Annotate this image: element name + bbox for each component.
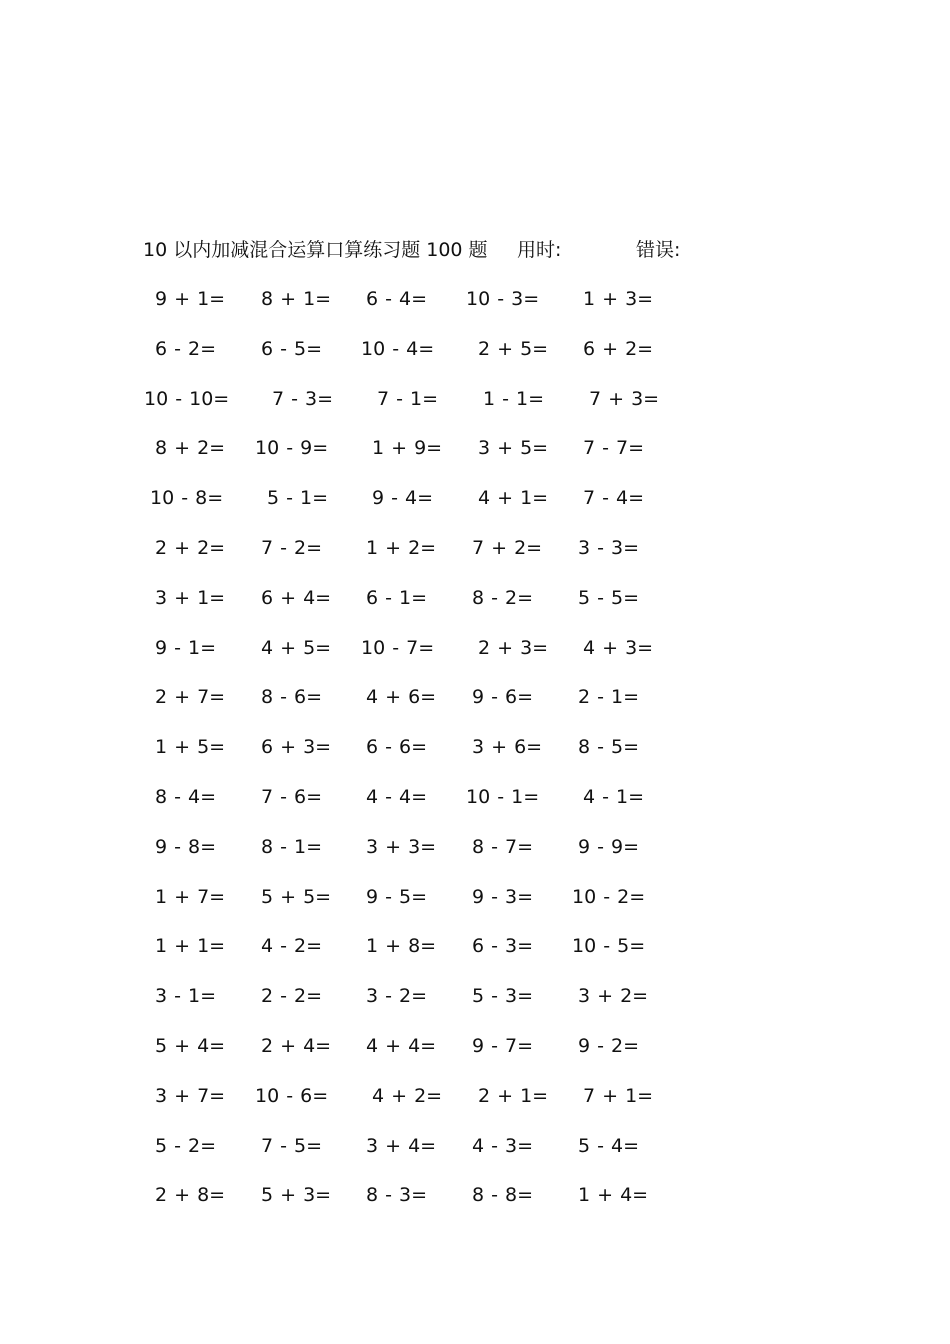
problem-item: 9 - 1= bbox=[155, 636, 217, 659]
problem-item: 9 - 4= bbox=[372, 487, 434, 510]
problem-item: 2 + 1= bbox=[478, 1084, 549, 1107]
problem-item: 4 - 1= bbox=[583, 786, 645, 808]
problem-item: 8 - 6= bbox=[261, 686, 323, 709]
problem-item: 10 - 2= bbox=[572, 885, 646, 908]
problem-item: 10 - 5= bbox=[572, 935, 646, 958]
problem-item: 1 + 8= bbox=[366, 935, 437, 958]
problem-row bbox=[0, 433, 950, 463]
problem-item: 9 - 8= bbox=[155, 835, 217, 858]
problem-item: 8 - 1= bbox=[261, 835, 323, 858]
problem-item: 2 + 5= bbox=[478, 337, 549, 360]
problem-item: 8 - 2= bbox=[472, 586, 534, 609]
problem-item: 2 + 4= bbox=[261, 1035, 332, 1057]
problem-row bbox=[0, 334, 950, 364]
problem-item: 3 + 6= bbox=[472, 736, 543, 759]
problem-item: 4 + 5= bbox=[261, 636, 332, 659]
problem-item: 8 + 1= bbox=[261, 288, 332, 310]
problem-item: 2 + 7= bbox=[155, 686, 226, 709]
problem-item: 3 + 7= bbox=[155, 1084, 226, 1107]
problem-item: 5 - 1= bbox=[267, 487, 329, 510]
problem-item: 10 - 8= bbox=[150, 487, 224, 510]
problem-item: 8 - 4= bbox=[155, 786, 217, 808]
problem-item: 9 - 7= bbox=[472, 1035, 534, 1057]
problem-item: 1 + 2= bbox=[366, 537, 437, 559]
problem-item: 3 + 1= bbox=[155, 586, 226, 609]
problem-item: 10 - 3= bbox=[466, 288, 540, 310]
problem-item: 4 + 2= bbox=[372, 1084, 443, 1107]
problem-item: 10 - 7= bbox=[361, 636, 435, 659]
problem-item: 7 + 2= bbox=[472, 537, 543, 559]
problem-item: 2 - 1= bbox=[578, 686, 640, 709]
problem-item: 2 + 8= bbox=[155, 1184, 226, 1207]
problem-item: 8 - 7= bbox=[472, 835, 534, 858]
problem-item: 3 - 3= bbox=[578, 537, 640, 559]
worksheet-title: 10 以内加减混合运算口算练习题 100 题 bbox=[143, 239, 488, 261]
problem-item: 9 - 6= bbox=[472, 686, 534, 709]
problem-row bbox=[0, 633, 950, 663]
problem-row bbox=[0, 682, 950, 712]
problem-item: 4 - 2= bbox=[261, 935, 323, 958]
problem-item: 1 + 4= bbox=[578, 1184, 649, 1207]
problem-item: 10 - 1= bbox=[466, 786, 540, 808]
problem-item: 9 - 5= bbox=[366, 885, 428, 908]
problem-item: 6 + 4= bbox=[261, 586, 332, 609]
problem-item: 7 - 4= bbox=[583, 487, 645, 510]
problem-item: 1 - 1= bbox=[483, 387, 545, 410]
time-used-label: 用时: bbox=[517, 239, 562, 261]
problem-item: 6 - 5= bbox=[261, 337, 323, 360]
problem-item: 9 - 2= bbox=[578, 1035, 640, 1057]
problem-item: 3 - 1= bbox=[155, 985, 217, 1008]
problem-item: 5 + 5= bbox=[261, 885, 332, 908]
problem-item: 6 - 4= bbox=[366, 288, 428, 310]
problem-item: 6 - 1= bbox=[366, 586, 428, 609]
problem-row bbox=[0, 533, 950, 563]
problem-item: 5 + 4= bbox=[155, 1035, 226, 1057]
problem-row bbox=[0, 931, 950, 961]
problem-row bbox=[0, 1031, 950, 1061]
problem-item: 5 + 3= bbox=[261, 1184, 332, 1207]
problem-item: 6 - 3= bbox=[472, 935, 534, 958]
problem-item: 7 + 1= bbox=[583, 1084, 654, 1107]
problem-row bbox=[0, 882, 950, 912]
problem-item: 4 + 6= bbox=[366, 686, 437, 709]
problem-row bbox=[0, 782, 950, 812]
problem-item: 7 - 1= bbox=[377, 387, 439, 410]
problem-item: 4 + 4= bbox=[366, 1035, 437, 1057]
errors-label: 错误: bbox=[636, 239, 681, 261]
problem-item: 3 + 3= bbox=[366, 835, 437, 858]
problem-item: 7 - 6= bbox=[261, 786, 323, 808]
problem-item: 3 + 5= bbox=[478, 437, 549, 460]
problem-item: 4 - 3= bbox=[472, 1134, 534, 1157]
problem-item: 2 + 2= bbox=[155, 537, 226, 559]
problem-item: 5 - 2= bbox=[155, 1134, 217, 1157]
problem-row bbox=[0, 732, 950, 762]
problem-item: 7 - 7= bbox=[583, 437, 645, 460]
problem-row bbox=[0, 583, 950, 613]
problem-item: 5 - 4= bbox=[578, 1134, 640, 1157]
problem-row bbox=[0, 1081, 950, 1111]
problem-item: 10 - 10= bbox=[144, 387, 230, 410]
problem-row bbox=[0, 284, 950, 314]
problem-item: 1 + 1= bbox=[155, 935, 226, 958]
problem-item: 10 - 9= bbox=[255, 437, 329, 460]
problem-item: 7 - 5= bbox=[261, 1134, 323, 1157]
problem-row bbox=[0, 832, 950, 862]
problem-item: 6 - 2= bbox=[155, 337, 217, 360]
problem-row bbox=[0, 1180, 950, 1210]
problem-item: 2 - 2= bbox=[261, 985, 323, 1008]
problem-item: 8 - 3= bbox=[366, 1184, 428, 1207]
problem-item: 3 + 2= bbox=[578, 985, 649, 1008]
problem-item: 6 - 6= bbox=[366, 736, 428, 759]
problem-item: 3 - 2= bbox=[366, 985, 428, 1008]
problem-item: 10 - 4= bbox=[361, 337, 435, 360]
problem-item: 6 + 3= bbox=[261, 736, 332, 759]
problem-row bbox=[0, 981, 950, 1011]
problem-item: 1 + 3= bbox=[583, 288, 654, 310]
problem-item: 3 + 4= bbox=[366, 1134, 437, 1157]
problem-item: 5 - 5= bbox=[578, 586, 640, 609]
problem-item: 7 + 3= bbox=[589, 387, 660, 410]
problem-item: 5 - 3= bbox=[472, 985, 534, 1008]
problem-item: 4 + 1= bbox=[478, 487, 549, 510]
problem-item: 2 + 3= bbox=[478, 636, 549, 659]
problem-row bbox=[0, 483, 950, 513]
problem-item: 9 + 1= bbox=[155, 288, 226, 310]
problem-item: 1 + 7= bbox=[155, 885, 226, 908]
problem-item: 8 - 8= bbox=[472, 1184, 534, 1207]
problem-item: 10 - 6= bbox=[255, 1084, 329, 1107]
problem-item: 8 + 2= bbox=[155, 437, 226, 460]
problem-item: 4 + 3= bbox=[583, 636, 654, 659]
problem-row bbox=[0, 384, 950, 414]
problem-item: 9 - 3= bbox=[472, 885, 534, 908]
problem-item: 9 - 9= bbox=[578, 835, 640, 858]
problem-item: 8 - 5= bbox=[578, 736, 640, 759]
problem-item: 1 + 5= bbox=[155, 736, 226, 759]
problem-item: 7 - 3= bbox=[272, 387, 334, 410]
problem-item: 1 + 9= bbox=[372, 437, 443, 460]
problem-row bbox=[0, 1131, 950, 1161]
problem-item: 6 + 2= bbox=[583, 337, 654, 360]
problem-item: 7 - 2= bbox=[261, 537, 323, 559]
problem-item: 4 - 4= bbox=[366, 786, 428, 808]
